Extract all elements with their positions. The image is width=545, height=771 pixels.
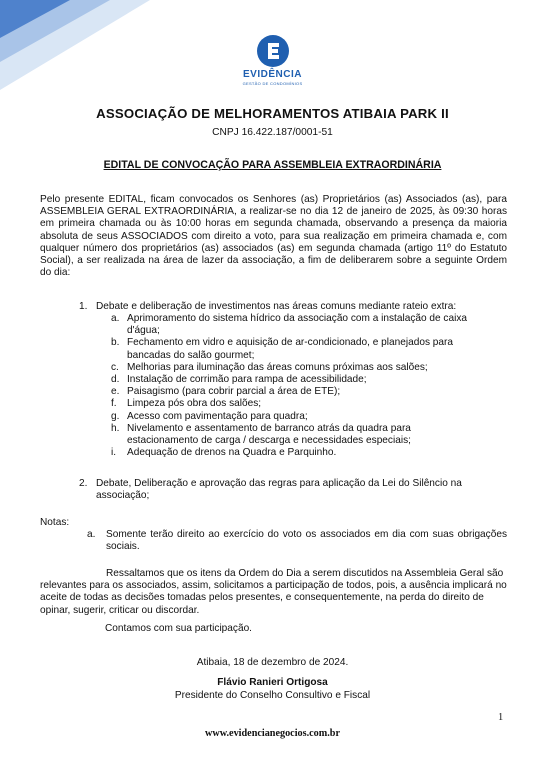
subitem-text: Limpeza pós obra dos salões; — [127, 398, 262, 410]
subitem-i — [111, 447, 511, 459]
agenda-item-1-number: 1. — [79, 301, 88, 312]
document-title — [0, 159, 545, 171]
subitem-f — [111, 398, 511, 410]
subitem-h — [111, 423, 511, 447]
subitem-text: Adequação de drenos na Quadra e Parquinho. — [127, 447, 337, 459]
subitem-text: Instalação de corrimão para rampa de acessibilidade; — [127, 374, 367, 386]
subitem-text: Paisagismo (para cobrir parcial a área de ETE); — [127, 386, 341, 398]
subitem-letter: h. — [111, 422, 120, 434]
subitem-d — [111, 374, 511, 386]
signer-role: Presidente do Conselho Consultivo e Fiscal — [174, 690, 371, 701]
note-letter: a. — [87, 529, 96, 540]
subitem-text: Melhorias para iluminação das áreas comuns próximas aos salões; — [127, 361, 428, 373]
agenda-item-1-text: Debate e deliberação de investimentos nas áreas comuns mediante rateio extra: — [96, 301, 457, 312]
subitem-a — [111, 313, 511, 337]
notes-label: Notas: — [40, 517, 70, 528]
closing-text: Ressaltamos que os itens da Ordem do Dia a serem discutidos na Assembleia Geral são relevantes para os associados, assim, solicitamos a participação de todos, pois, a ausência implicará no aceite de todas as decisões tomadas pelos presentes, e consequentemente, na perda do direito de opinar, sugerir, criticar ou discordar. — [40, 568, 507, 616]
subitem-letter: e. — [111, 386, 120, 398]
subitem-text: Aprimoramento do sistema hídrico da associação com a instalação de caixa — [127, 313, 467, 324]
subitem-text: Nivelamento e assentamento de barranco atrás da quadra para — [127, 422, 411, 434]
agenda-item-2-number: 2. — [79, 478, 88, 489]
logo-brand: EVIDÊNCIA — [243, 69, 302, 80]
company-logo — [0, 34, 545, 86]
website-link[interactable]: www.evidencianegocios.com.br — [205, 728, 340, 739]
subitem-e — [111, 386, 511, 398]
note-a — [87, 529, 507, 553]
logo-tagline: GESTÃO DE CONDOMÍNIOS — [242, 81, 303, 86]
subitem-text: Fechamento em vidro e aquisição de ar-condicionado, e planejados para — [127, 337, 454, 349]
subitem-text-cont: d'água; — [127, 325, 160, 337]
subitem-letter: i. — [111, 447, 117, 459]
intro-paragraph: Pelo presente EDITAL, ficam convocados os Senhores (as) Proprietários (as) Associados (as), para ASSEMBLEIA GERAL EXTRAORDINÁRIA, a realizar-se no dia 12 de janeiro de 2025, às 09:30 horas em primeira chamada ou às 10:00 horas em segunda chamada, observando a presença da maioria absoluta de seus ASSOCIADOS com direito a voto, para sua realização em primeira chamada e, com qualquer número dos proprietários (as) associados (as) em segunda chamada (artigo 11º do Estatuto Social), a ser realizada na área de lazer da associação, a fim de deliberarem sobre a seguinte Ordem do dia: — [40, 194, 507, 279]
note-text: Somente terão direito ao exercício do voto os associados em dia com suas obrigações sociais. — [106, 529, 507, 553]
page-number: 1 — [498, 712, 504, 723]
agenda-item-2-text-cont: associação; — [96, 490, 150, 501]
subitem-letter: b. — [111, 337, 120, 349]
subitem-letter: g. — [111, 410, 120, 422]
signature-date: Atibaia, 18 de dezembro de 2024. — [196, 657, 349, 668]
subitem-letter: d. — [111, 374, 120, 386]
subitem-b — [111, 337, 511, 361]
subitem-letter: c. — [111, 361, 119, 373]
agenda-item-2-text: Debate, Deliberação e aprovação das regras para aplicação da Lei do Silêncio na — [96, 478, 462, 489]
subitem-g — [111, 411, 511, 423]
signer-name: Flávio Ranieri Ortigosa — [217, 677, 328, 688]
document-title-text: EDITAL DE CONVOCAÇÃO PARA ASSEMBLEIA EXTRAORDINÁRIA — [103, 159, 442, 171]
subitem-letter: f. — [111, 398, 117, 410]
agenda-subitems — [111, 313, 511, 459]
subitem-letter: a. — [111, 313, 120, 324]
evidencia-logo-icon — [256, 34, 290, 68]
subitem-c — [111, 362, 511, 374]
cnpj: CNPJ 16.422.187/0001-51 — [212, 127, 333, 138]
association-name: ASSOCIAÇÃO DE MELHORAMENTOS ATIBAIA PARK II — [96, 106, 449, 121]
subitem-text-cont: bancadas do salão gourmet; — [127, 349, 255, 361]
subitem-text-cont: estacionamento de carga / descarga e necessidades especiais; — [127, 435, 411, 447]
subitem-text: Acesso com pavimentação para quadra; — [127, 410, 308, 422]
thanks-line: Contamos com sua participação. — [105, 623, 252, 634]
closing-paragraph — [40, 568, 508, 617]
